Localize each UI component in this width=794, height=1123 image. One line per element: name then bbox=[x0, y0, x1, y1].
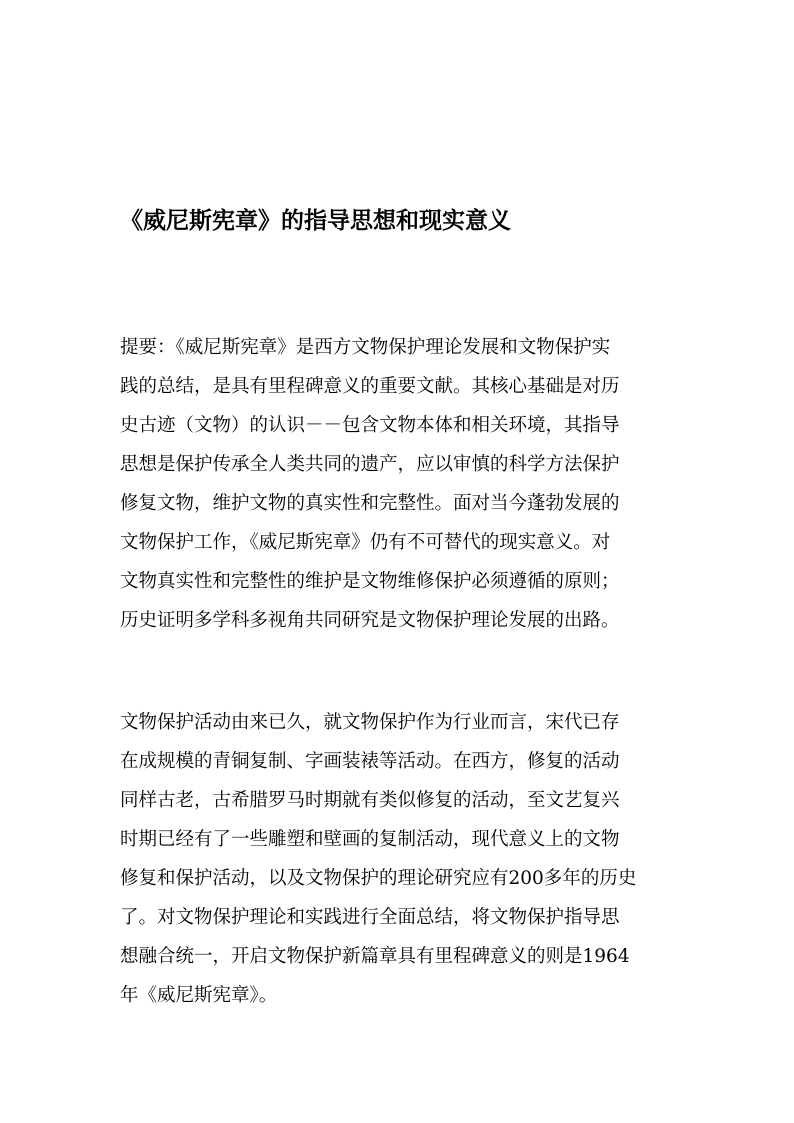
abstract-line: 文物保护工作，《威尼斯宪章》仍有不可替代的现实意义。对 bbox=[120, 532, 611, 553]
body-line: 了。对文物保护理论和实践进行全面总结，将文物保护指导思 bbox=[120, 907, 620, 928]
abstract-line: 文物真实性和完整性的维护是文物维修保护必须遵循的原则； bbox=[120, 571, 620, 592]
body-line: 同样古老，古希腊罗马时期就有类似修复的活动，至文艺复兴 bbox=[120, 790, 620, 811]
abstract-line: 历史证明多学科多视角共同研究是文物保护理论发展的出路。 bbox=[120, 610, 620, 631]
body-line: 在成规模的青铜复制、字画装裱等活动。在西方，修复的活动 bbox=[120, 751, 620, 772]
body-line: 文物保护活动由来已久，就文物保护作为行业而言，宋代已存 bbox=[120, 712, 620, 733]
abstract-line: 践的总结，是具有里程碑意义的重要文献。其核心基础是对历 bbox=[120, 376, 620, 397]
abstract-line: 史古迹（文物）的认识－－包含文物本体和相关环境，其指导 bbox=[120, 415, 620, 436]
abstract-line: 修复文物，维护文物的真实性和完整性。面对当今蓬勃发展的 bbox=[120, 493, 620, 514]
body-line: 修复和保护活动，以及文物保护的理论研究应有200多年的历史 bbox=[120, 868, 637, 889]
abstract-paragraph bbox=[120, 328, 680, 640]
abstract-line: 思想是保护传承全人类共同的遗产，应以审慎的科学方法保护 bbox=[120, 454, 620, 475]
body-line: 想融合统一，开启文物保护新篇章具有里程碑意义的则是1964 bbox=[120, 946, 630, 967]
body-line: 年《威尼斯宪章》。 bbox=[120, 985, 278, 1006]
abstract-line: 提要：《威尼斯宪章》是西方文物保护理论发展和文物保护实 bbox=[120, 337, 611, 358]
body-line: 时期已经有了一些雕塑和壁画的复制活动，现代意义上的文物 bbox=[120, 829, 620, 850]
document-title: 《威尼斯宪章》的指导思想和现实意义 bbox=[120, 208, 511, 234]
body-paragraph bbox=[120, 703, 680, 1015]
